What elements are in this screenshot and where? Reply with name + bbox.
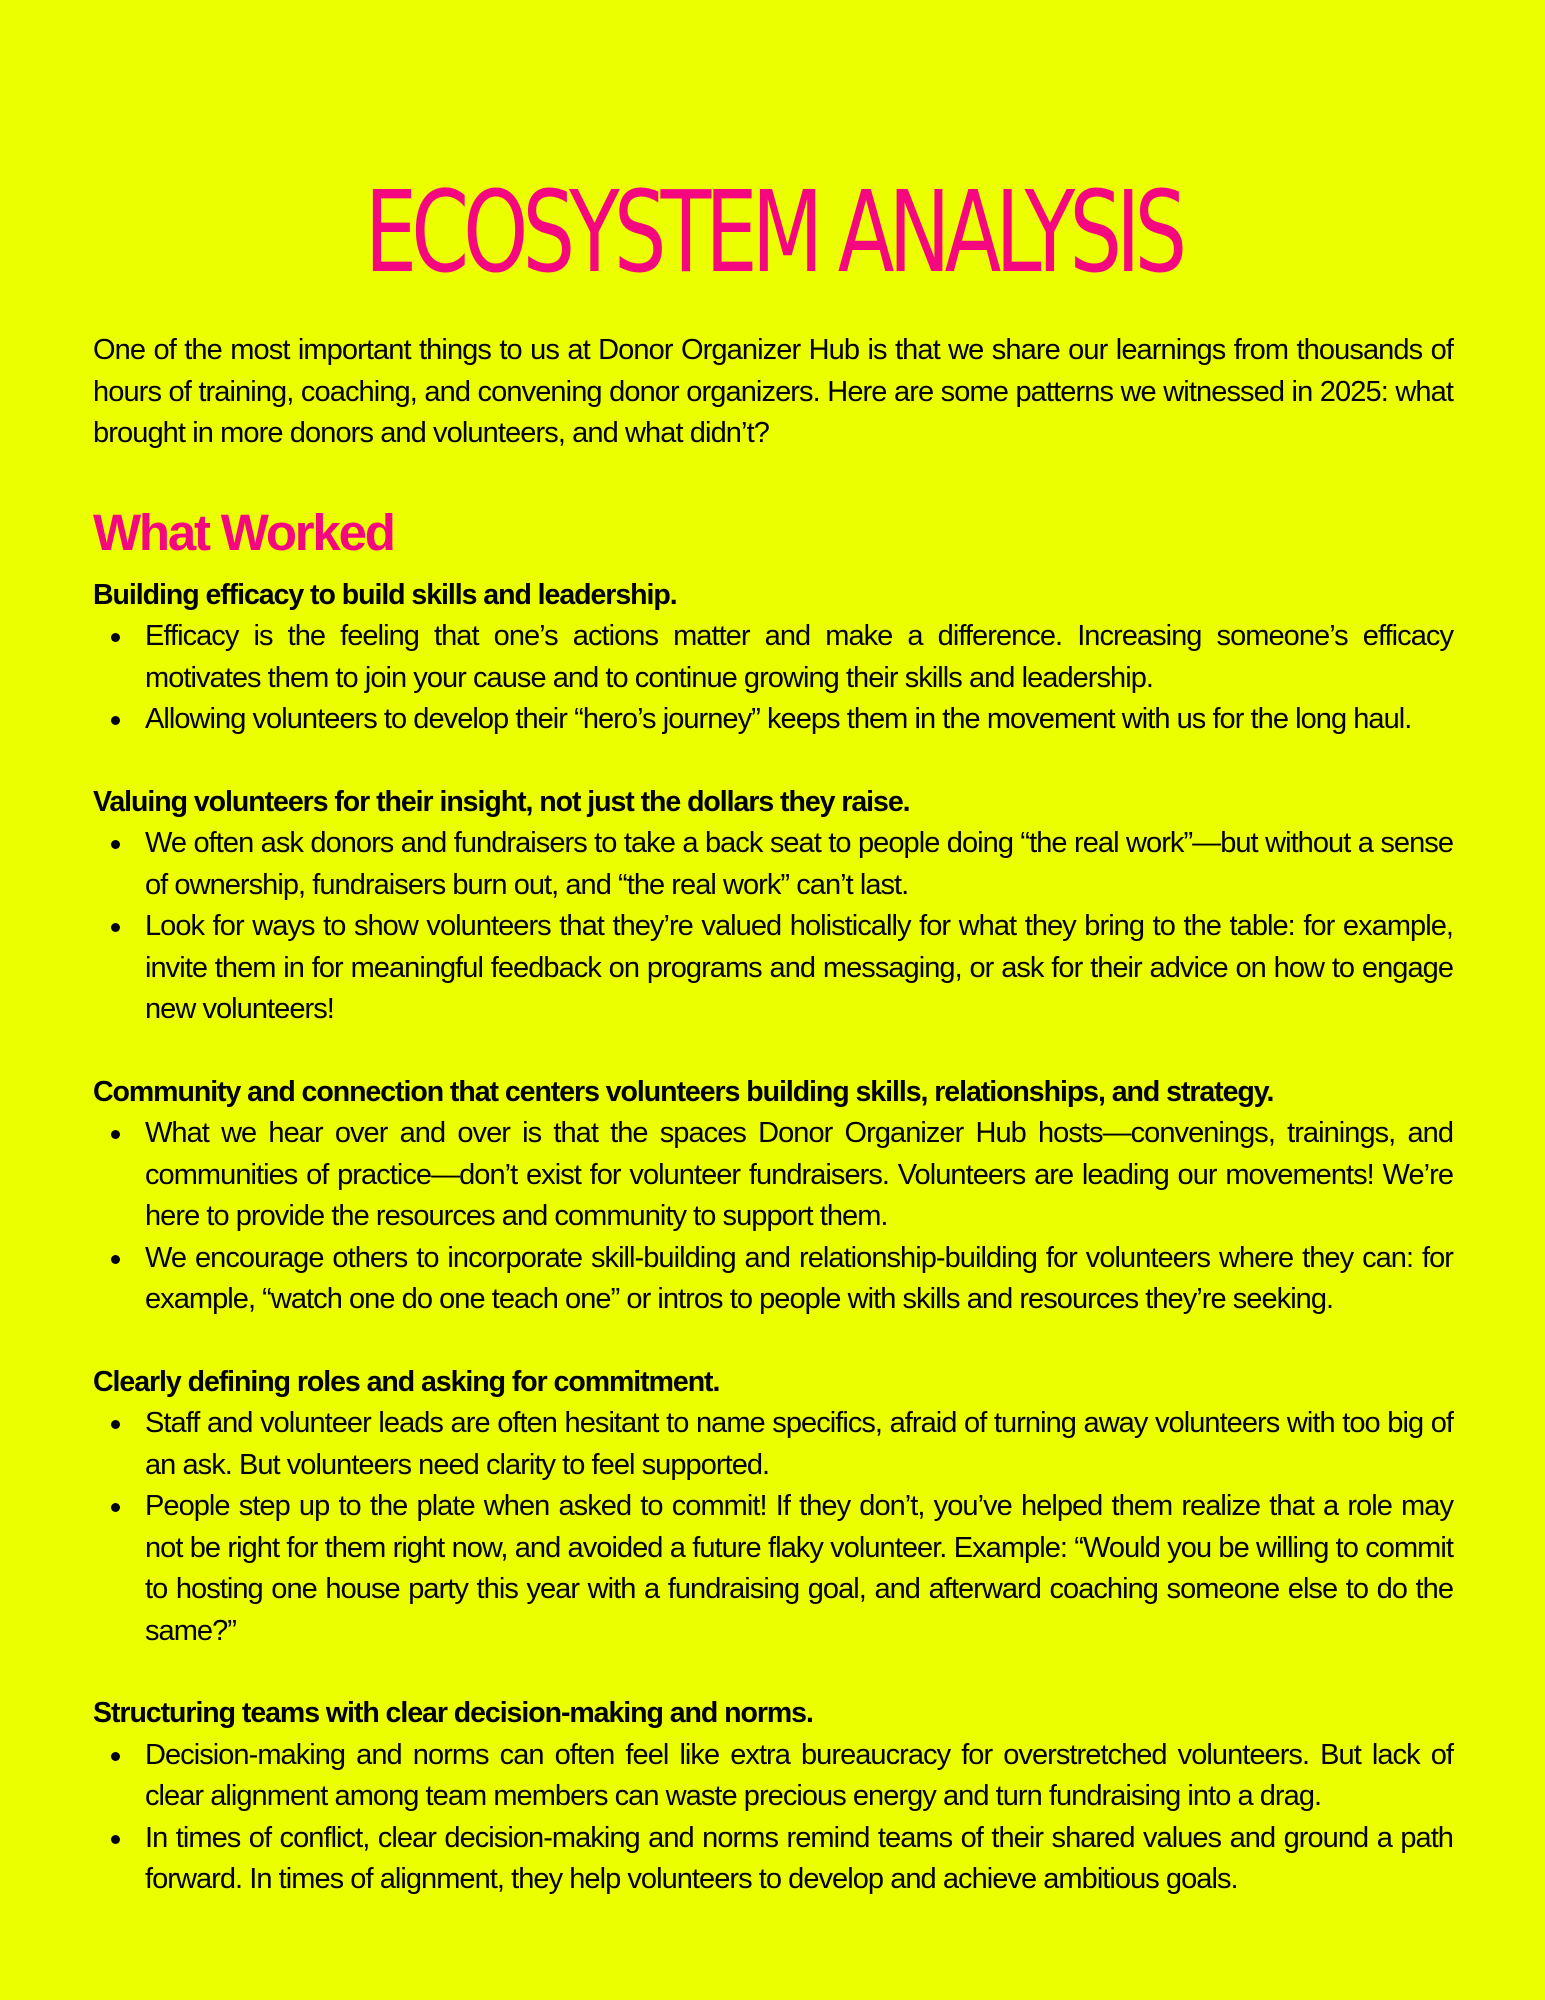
bullet-list [93, 1113, 1453, 1321]
bullet-point: Allowing volunteers to develop their “hero’s journey” keeps them in the movement with us for the long haul. [93, 699, 1453, 741]
bullet-point: People step up to the plate when asked to commit! If they don’t, you’ve helped them realize that a role may not be right for them right now, and avoided a future flaky volunteer. Example: “Would you be willing to commit to hosting one house party this year with a fundraising goal, and afterward coaching someone else to do the same?” [93, 1486, 1453, 1652]
item-heading: Building efficacy to build skills and leadership. [93, 578, 677, 611]
item-heading: Structuring teams with clear decision-making and norms. [93, 1697, 813, 1729]
bullet-point: Staff and volunteer leads are often hesitant to name specifics, afraid of turning away volunteers with too big of an ask. But volunteers need clarity to feel supported. [93, 1403, 1453, 1486]
item-heading: Clearly defining roles and asking for commitment. [93, 1365, 720, 1398]
bullet-point: We encourage others to incorporate skill-building and relationship-building for volunteers where they can: for example, “watch one do one teach one” or intros to people with skills and resources they’re seeking. [93, 1238, 1453, 1321]
bullet-point: Efficacy is the feeling that one’s actions matter and make a difference. Increasing someone’s efficacy motivates them to join your cause and to continue growing their skills and leadership. [93, 616, 1453, 699]
bullet-list [93, 1403, 1453, 1652]
item-building-efficacy [93, 575, 1453, 741]
bullet-list [93, 823, 1453, 1031]
bullet-point: What we hear over and over is that the spaces Donor Organizer Hub hosts—convenings, trainings, and communities of practice—don’t exist for volunteer fundraisers. Volunteers are leading our movements! We’re here to provide the resources and community to support them. [93, 1113, 1453, 1238]
bullet-point: In times of conflict, clear decision-making and norms remind teams of their shared values and ground a path forward. In times of alignment, they help volunteers to develop and achieve ambitious goals. [93, 1818, 1453, 1901]
item-heading: Valuing volunteers for their insight, not just the dollars they raise. [93, 785, 910, 818]
item-heading: Community and connection that centers volunteers building skills, relationships, and strategy. [93, 1075, 1274, 1108]
item-structuring-teams [93, 1693, 1453, 1901]
item-community-connection [93, 1072, 1453, 1321]
section-title-what-worked: What Worked [93, 503, 394, 561]
item-valuing-volunteers [93, 782, 1453, 1031]
page-title: ECOSYSTEM ANALYSIS [364, 168, 1182, 298]
what-worked-list [93, 575, 1453, 1901]
bullet-point: Decision-making and norms can often feel like extra bureaucracy for overstretched volunteers. But lack of clear alignment among team members can waste precious energy and turn fundraising into a drag. [93, 1735, 1453, 1818]
intro-paragraph: One of the most important things to us at Donor Organizer Hub is that we share our learnings from thousands of hours of training, coaching, and convening donor organizers. Here are some patterns we witnessed in 2025: what brought in more donors and volunteers, and what didn’t? [93, 334, 1453, 449]
bullet-list [93, 1735, 1453, 1901]
bullet-point: We often ask donors and fundraisers to take a back seat to people doing “the real work”—but without a sense of ownership, fundraisers burn out, and “the real work” can’t last. [93, 823, 1453, 906]
item-defining-roles [93, 1362, 1453, 1653]
bullet-list [93, 616, 1453, 741]
bullet-point: Look for ways to show volunteers that they’re valued holistically for what they bring to the table: for example, invite them in for meaningful feedback on programs and messaging, or ask for their advice on how to engage new volunteers! [93, 906, 1453, 1031]
